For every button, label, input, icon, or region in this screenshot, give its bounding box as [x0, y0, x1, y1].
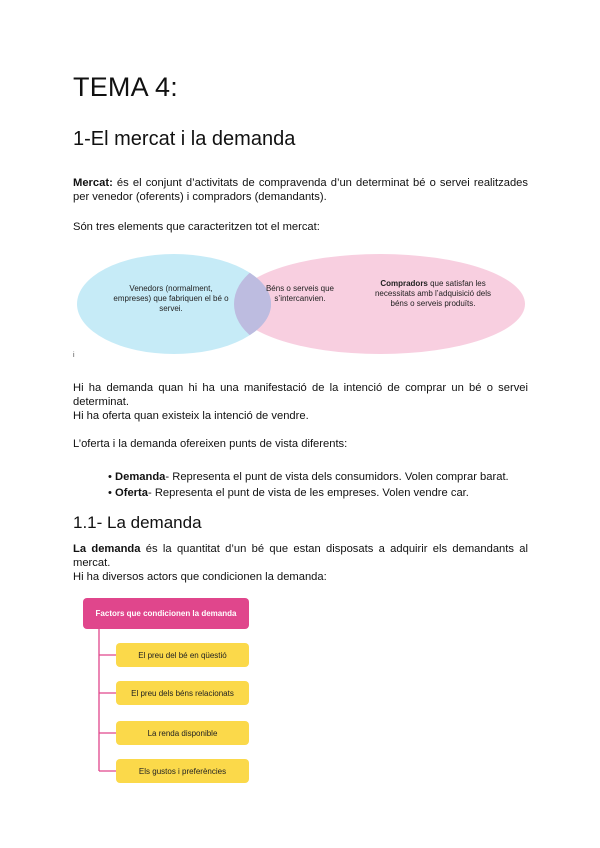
list-item: • Demanda- Representa el punt de vista dels consumidors. Volen comprar barat.: [108, 471, 509, 483]
elements-intro: Són tres elements que caracteritzen tot el mercat:: [73, 221, 320, 233]
bullet-text: - Representa el punt de vista de les empreses. Volen vendre car.: [147, 487, 469, 499]
bullet-text: - Representa el punt de vista dels consumidors. Volen comprar barat.: [165, 471, 509, 483]
small-mark: i: [73, 352, 75, 359]
mercat-definition-text: és el conjunt d’activitats de compravenda d’un determinat bé o servei realitzades per venedor (oferents) i compradors (demandants).: [73, 177, 528, 203]
venn-right-text: que satisfan les necessitats amb l’adquisició dels béns o serveis produïts.: [374, 279, 492, 308]
bullet-term: Oferta: [115, 487, 148, 499]
venn-center-label: Béns o serveis que s’intercanvien.: [265, 284, 335, 303]
tree-root-box: Factors que condicionen la demanda: [83, 598, 249, 629]
tree-child-box: Els gustos i preferències: [116, 759, 249, 783]
section-heading-demanda: 1.1- La demanda: [73, 513, 202, 532]
tree-child-box: La renda disponible: [116, 721, 249, 745]
page-title: TEMA 4:: [73, 72, 178, 102]
venn-left-label: Venedors (normalment, empreses) que fabriquen el bé o servei.: [113, 284, 229, 313]
bullet-term: Demanda: [115, 471, 166, 483]
demanda-term: La demanda: [73, 543, 141, 555]
tree-child-box: El preu dels béns relacionats: [116, 681, 249, 705]
demanda-line: Hi ha demanda quan hi ha una manifestació de la intenció de comprar un bé o servei determinat.: [73, 382, 528, 408]
actors-intro: Hi ha diversos actors que condicionen la demanda:: [73, 571, 327, 583]
demanda-definition-text: és la quantitat d’un bé que estan disposats a adquirir els demandants al mercat.: [73, 543, 528, 569]
mercat-term: Mercat:: [73, 177, 113, 189]
list-item: • Oferta- Representa el punt de vista de les empreses. Volen vendre car.: [108, 487, 469, 499]
views-intro: L’oferta i la demanda ofereixen punts de vista diferents:: [73, 438, 348, 450]
oferta-line: Hi ha oferta quan existeix la intenció de vendre.: [73, 410, 309, 422]
section-heading-mercat: 1-El mercat i la demanda: [73, 128, 296, 150]
tree-child-box: El preu del bé en qüestió: [116, 643, 249, 667]
venn-right-bold: Compradors: [380, 279, 428, 288]
